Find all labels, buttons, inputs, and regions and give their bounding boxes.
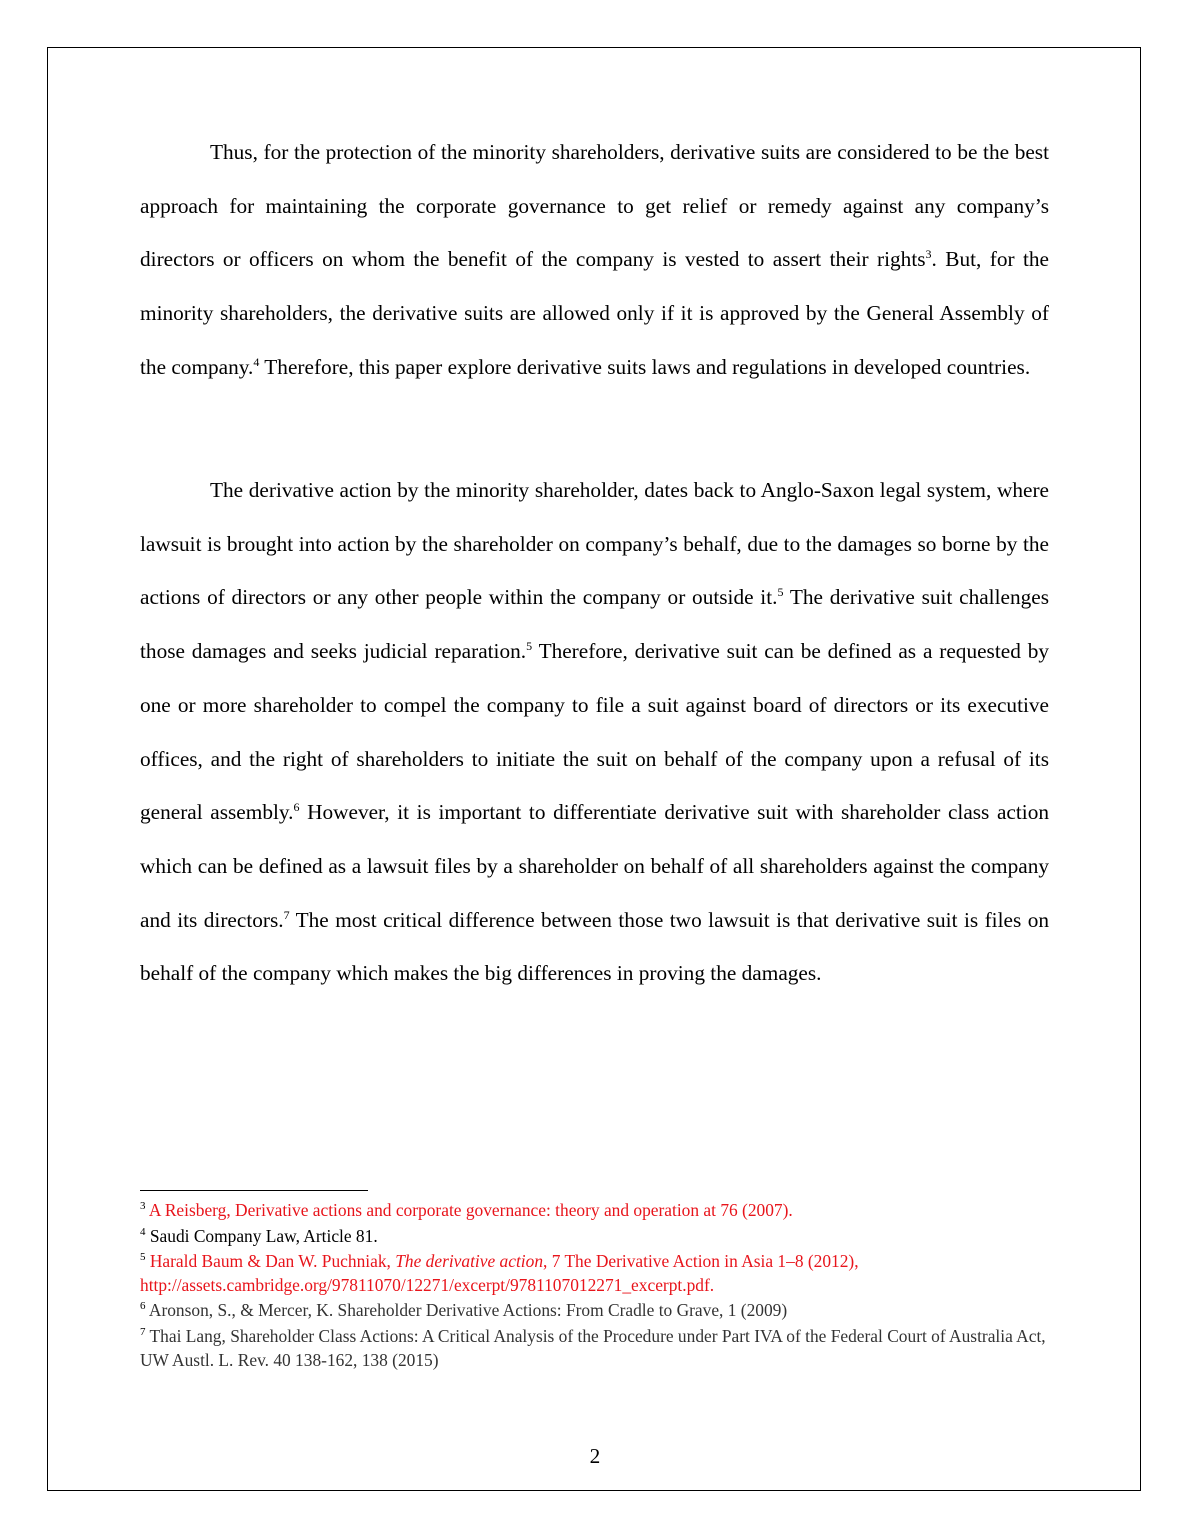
footnote-ref[interactable]: 5: [777, 585, 784, 600]
paragraph-text: . But, for the minority shareholders, the derivative suits are allowed only if it is approved by the General Assembly of the company.: [140, 247, 1049, 379]
footnote-ref[interactable]: 3: [925, 247, 932, 262]
paragraph-text: The derivative suit challenges those damages and seeks judicial reparation.: [140, 585, 1049, 664]
footnote-3: [140, 1199, 1052, 1223]
footnote-text: Saudi Company Law, Article 81.: [149, 1225, 378, 1246]
footnote-number: 3: [140, 1200, 146, 1213]
footnote-number: 4: [140, 1225, 146, 1238]
body-paragraph-2: [140, 464, 1049, 1001]
footnote-text: Aronson, S., & Mercer, K. Shareholder Derivative Actions: From Cradle to Grave, 1 (2009): [148, 1300, 788, 1321]
footnote-ref[interactable]: 4: [253, 354, 260, 369]
footnote-number: 7: [140, 1326, 146, 1339]
footnote-italic-title: The derivative action: [395, 1251, 544, 1272]
footnote-6: [140, 1299, 1052, 1323]
footnote-separator: [140, 1190, 368, 1191]
footnote-ref[interactable]: 5: [526, 639, 533, 654]
footnote-7: [140, 1325, 1052, 1372]
footnote-4: [140, 1225, 1052, 1249]
paragraph-text: The most critical difference between those two lawsuit is that derivative suit is files on behalf of the company which makes the big differences in proving the damages.: [140, 907, 1049, 986]
footnote-text: Thai Lang, Shareholder Class Actions: A Critical Analysis of the Procedure under Part IVA of the Federal Court of Australia Act, UW Austl. L. Rev. 40 138-162, 138 (2015): [140, 1325, 1046, 1370]
paragraph-text: Therefore, derivative suit can be defined as a requested by one or more shareholder to compel the company to file a suit against board of directors or its executive offices, and the right of shareholders to initiate the suit on behalf of the company upon a refusal of its general assembly.: [140, 639, 1049, 825]
paragraph-text: However, it is important to differentiate derivative suit with shareholder class action which can be defined as a lawsuit files by a shareholder on behalf of all shareholders against the company and its directors.: [140, 800, 1049, 932]
footnote-ref[interactable]: 7: [283, 907, 290, 922]
footnotes: [140, 1199, 1052, 1374]
footnote-text: Harald Baum & Dan W. Puchniak,: [149, 1251, 396, 1272]
page-number: 2: [589, 1444, 601, 1468]
footnote-number: 5: [140, 1251, 146, 1264]
footnote-ref[interactable]: 6: [293, 800, 300, 815]
paragraph-text: The derivative action by the minority shareholder, dates back to Anglo-Saxon legal system, where lawsuit is brought into action by the shareholder on company’s behalf, due to the damages so borne by the actions of directors or any other people within the company or outside it.: [140, 478, 1049, 610]
body-paragraph-1: [140, 126, 1049, 395]
footnote-text: A Reisberg, Derivative actions and corporate governance: theory and operation at 76 (2007).: [148, 1200, 793, 1220]
footnote-link-text[interactable]: , 7 The Derivative Action in Asia 1–8 (2012), http://assets.cambridge.org/97811070/12271/excerpt/9781107012271_excerpt.pdf.: [140, 1251, 859, 1295]
footnote-5: [140, 1250, 1052, 1297]
paragraph-text: Thus, for the protection of the minority shareholders, derivative suits are considered to be the best approach for maintaining the corporate governance to get relief or remedy against any company’s directors or officers on whom the benefit of the company is vested to assert their rights: [140, 140, 1049, 272]
footnote-number: 6: [140, 1300, 146, 1313]
paragraph-text: Therefore, this paper explore derivative suits laws and regulations in developed countries.: [259, 354, 1031, 379]
